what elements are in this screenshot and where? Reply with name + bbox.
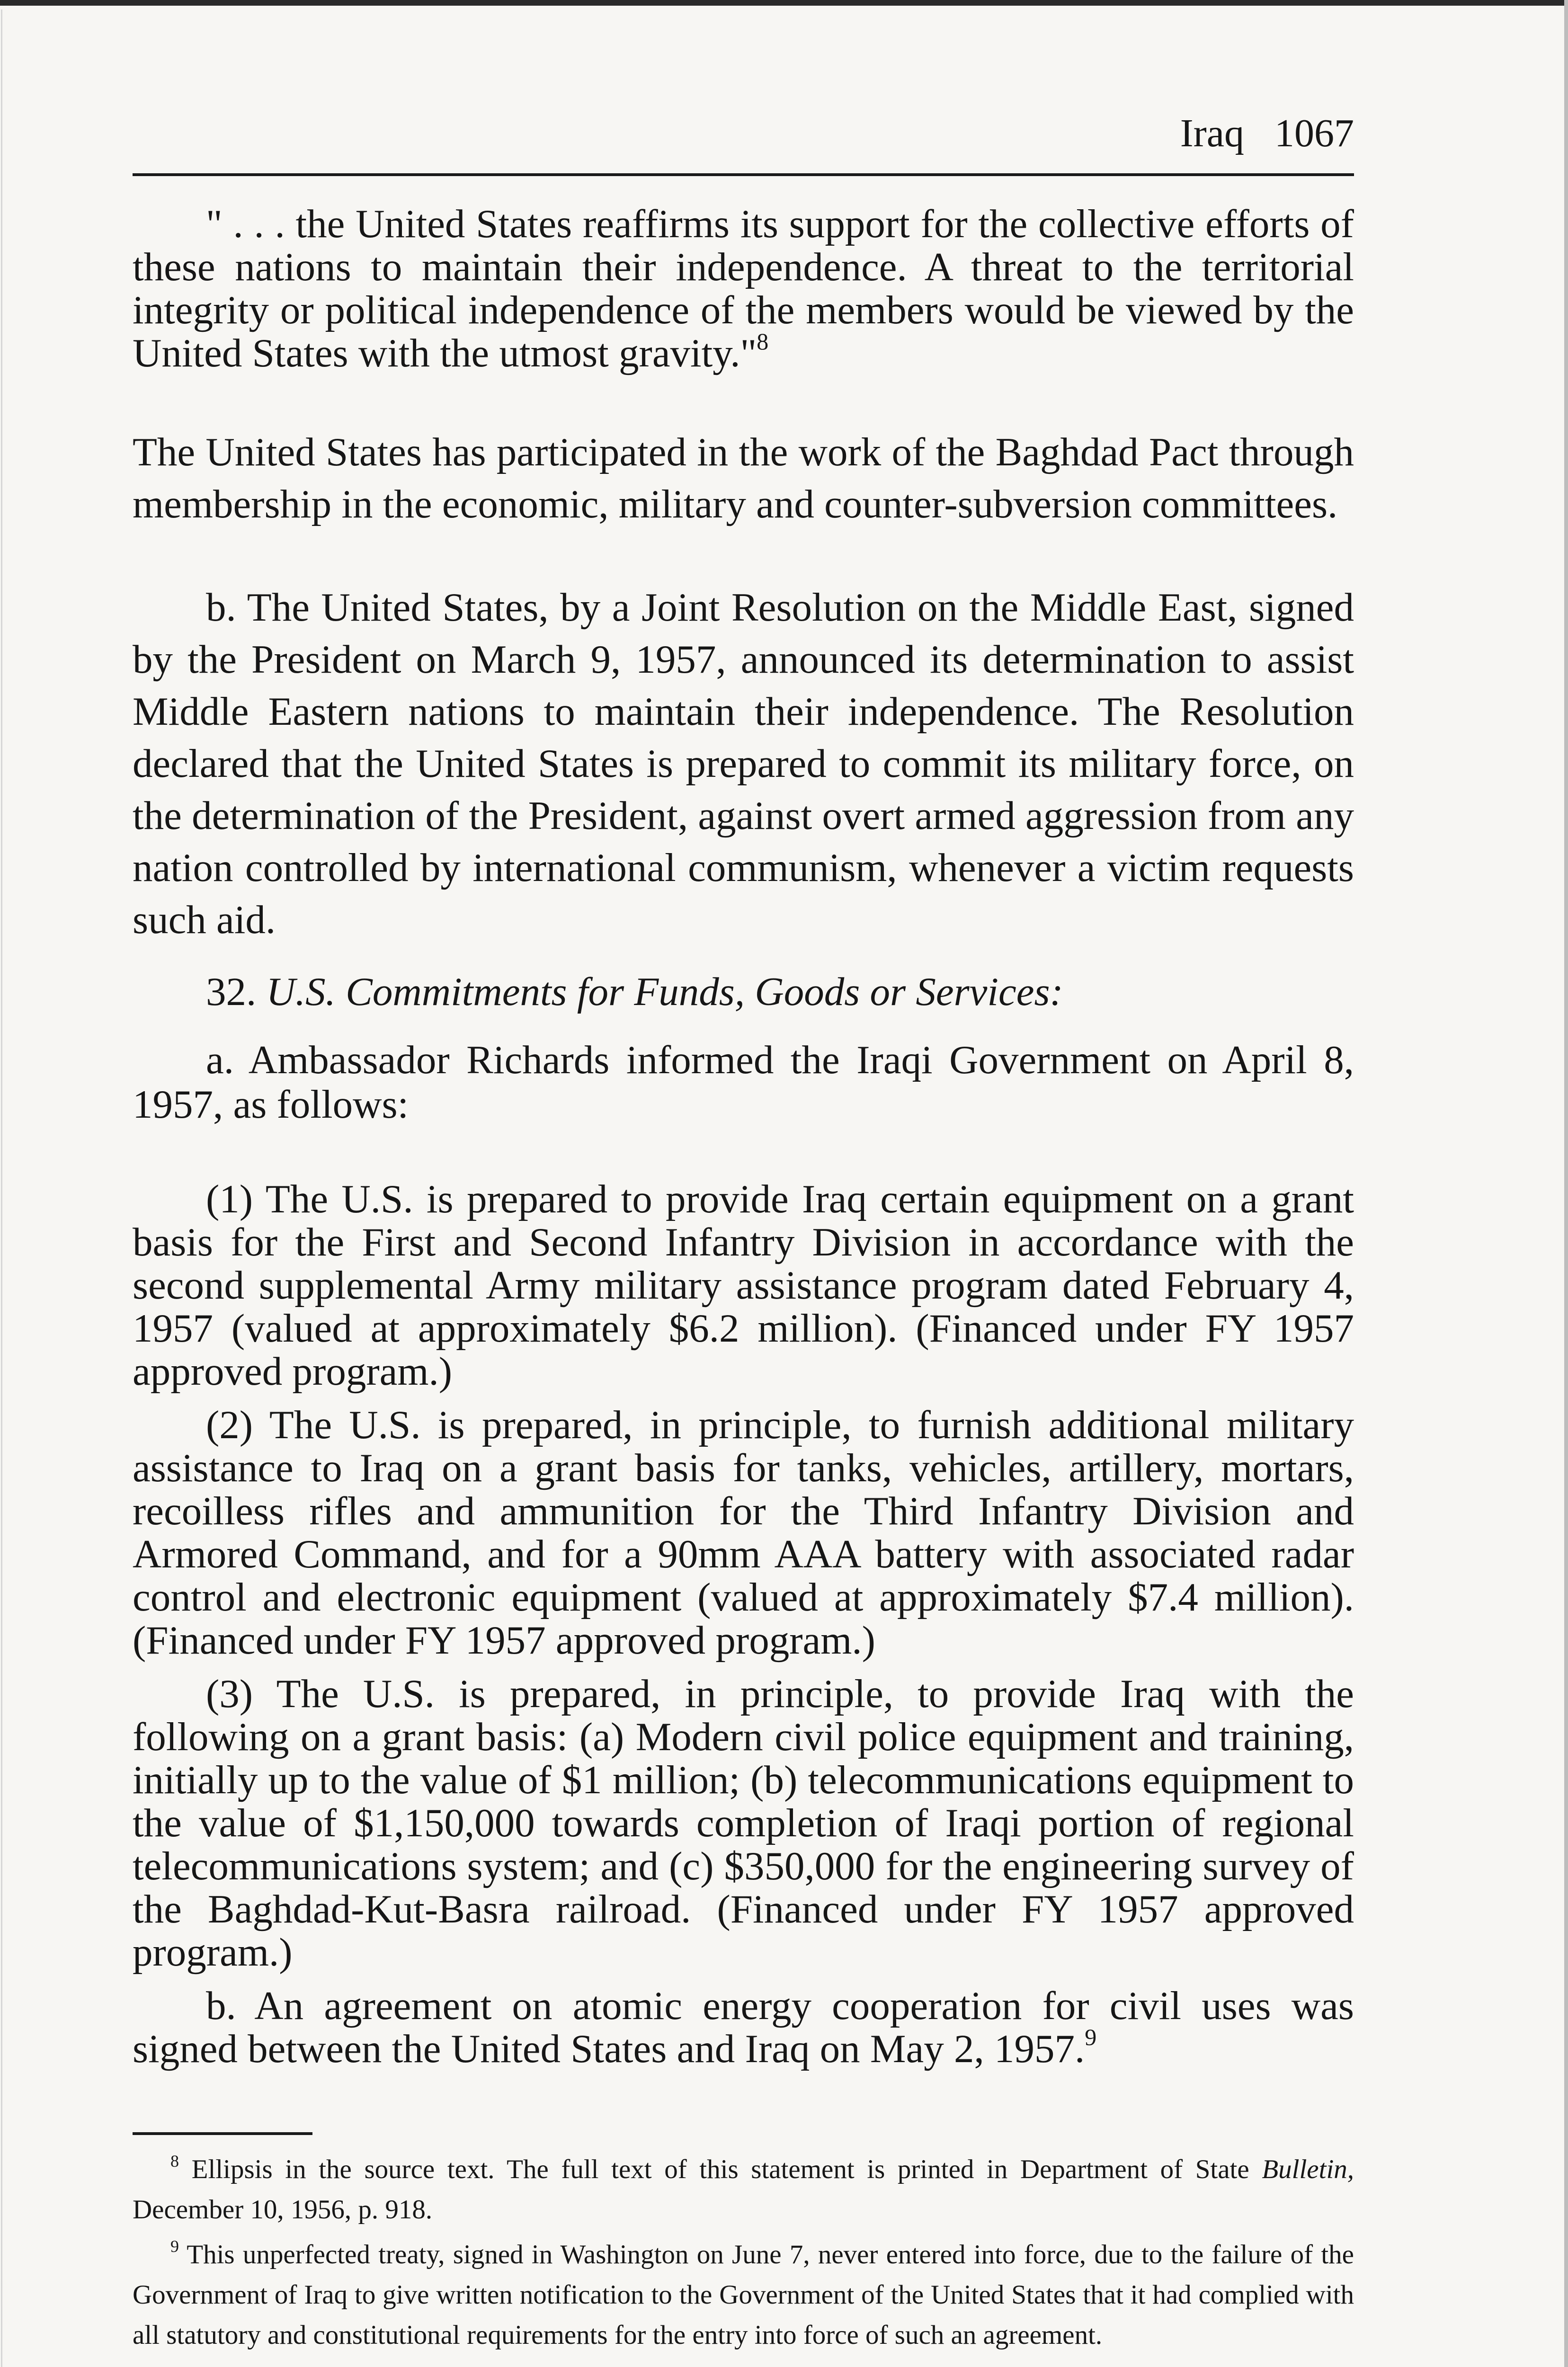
section-heading	[133, 970, 1354, 1014]
scan-right-edge	[1564, 0, 1568, 2367]
atomic-energy-text: b. An agreement on atomic energy cooperation for civil uses was signed between the United States and Iraq on May 2, 1957.	[133, 1984, 1354, 2071]
footnote-8-text-a: Ellipsis in the source text. The full text of this statement is printed in Department of State	[191, 2154, 1249, 2184]
document-page	[133, 111, 1354, 2355]
footnote-8-mark: 8	[170, 2152, 179, 2171]
footnotes	[133, 2149, 1354, 2355]
joint-resolution-paragraph: b. The United States, by a Joint Resolution on the Middle East, signed by the President on March 9, 1957, announced its determination to assist Middle Eastern nations to maintain their independence. The Resolution declared that the United States is prepared to commit its military force, on the determination of the President, against overt armed aggression from any nation controlled by international communism, whenever a victim requests such aid.	[133, 585, 1354, 942]
quote-paragraph	[133, 203, 1354, 375]
running-header	[133, 111, 1354, 173]
section-title: U.S. Commitments for Funds, Goods or Services:	[266, 970, 1063, 1014]
footnote-rule	[133, 2132, 312, 2135]
item-1-paragraph: (1) The U.S. is prepared to provide Iraq certain equipment on a grant basis for the First and Second Infantry Division in accordance with the second supplemental Army military assistance program dated February 4, 1957 (valued at approximately $6.2 million). (Financed under FY 1957 approved program.)	[133, 1177, 1354, 1394]
atomic-energy-paragraph	[133, 1984, 1354, 2071]
page-number: 1067	[1274, 111, 1354, 155]
footnote-9	[133, 2234, 1354, 2355]
quote-text: " . . . the United States reaffirms its support for the collective efforts of these nations to maintain their independence. A threat to the territorial integrity or political independence of the members would be viewed by the United States with the utmost gravity."	[133, 202, 1354, 375]
scan-left-edge	[1, 9, 2, 2367]
footnote-9-text: This unperfected treaty, signed in Washington on June 7, never entered into force, due to the failure of the Government of Iraq to give written notification to the Government of the United States that it had complied with all statutory and constitutional requirements for the entry into force of such an agreement.	[133, 2240, 1354, 2350]
footnote-8	[133, 2149, 1354, 2230]
scan-top-edge	[0, 0, 1568, 6]
section-number: 32.	[206, 970, 257, 1014]
body-text	[133, 203, 1354, 2071]
footnote-8-bulletin: Bulletin,	[1262, 2154, 1354, 2184]
header-rule	[133, 173, 1354, 176]
item-2-paragraph: (2) The U.S. is prepared, in principle, to furnish additional military assistance to Iraq on a grant basis for tanks, vehicles, artillery, mortars, recoilless rifles and ammunition for the Third Infantry Division and Armored Command, and for a 90mm AAA battery with associated radar control and electronic equipment (valued at approximately $7.4 million). (Financed under FY 1957 approved program.)	[133, 1403, 1354, 1663]
footnote-8-text-b: December 10, 1956, p. 918.	[133, 2195, 433, 2225]
footnote-ref-8: 8	[757, 328, 769, 355]
baghdad-pact-paragraph: The United States has participated in the work of the Baghdad Pact through membership in the economic, military and counter-subversion committees.	[133, 430, 1354, 526]
ambassador-paragraph: a. Ambassador Richards informed the Iraqi Government on April 8, 1957, as follows:	[133, 1038, 1354, 1127]
footnote-ref-9: 9	[1085, 2024, 1097, 2050]
footnote-9-mark: 9	[170, 2237, 179, 2256]
item-3-paragraph: (3) The U.S. is prepared, in principle, to provide Iraq with the following on a grant basis: (a) Modern civil police equipment and training, initially up to the value of $1 million; (b) telecommunications equipment to the value of $1,150,000 towards completion of Iraqi portion of regional telecommunications system; and (c) $350,000 for the engineering survey of the Baghdad-Kut-Basra railroad. (Financed under FY 1957 approved program.)	[133, 1672, 1354, 1975]
running-title: Iraq	[1180, 111, 1244, 155]
